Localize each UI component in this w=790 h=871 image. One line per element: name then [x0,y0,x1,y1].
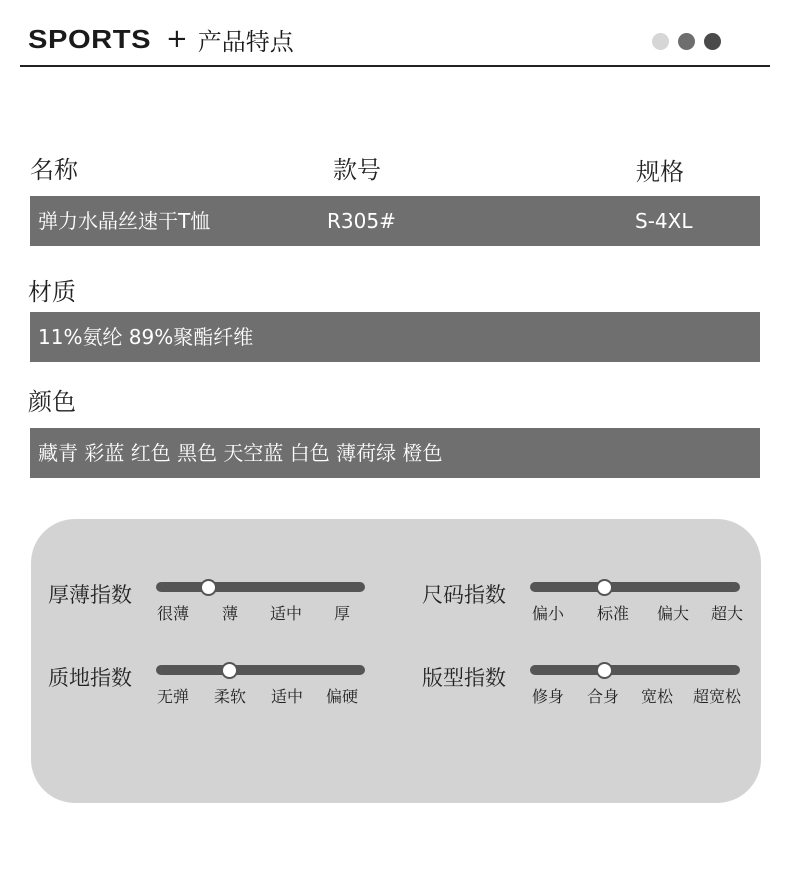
product-name: 弹力水晶丝速干T恤 [38,209,211,233]
index-tick-label: 偏硬 [325,687,359,706]
index-tick-label: 很薄 [156,604,190,623]
index-tick-label: 薄 [221,604,239,623]
index-slider-knob [596,579,613,596]
index-tick-label: 偏小 [531,604,565,623]
brand-logo: SPORTS [28,23,152,54]
product-row [30,196,760,246]
dots-indicator [652,33,721,50]
page-title: 产品特点 [197,27,294,56]
index-tick-label: 超大 [710,604,744,623]
index-tick-label: 柔软 [213,687,247,706]
index-tick-label: 合身 [586,687,620,706]
index-tick-label: 修身 [531,687,565,706]
index-title: 质地指数 [48,666,132,690]
index-tick-label: 标准 [596,604,630,623]
index-title: 版型指数 [422,666,506,690]
index-title: 厚薄指数 [48,583,132,607]
dot-icon [678,33,695,50]
header [28,22,294,56]
index-slider-knob [200,579,217,596]
index-tick-label: 无弹 [156,687,190,706]
index-tick-label: 超宽松 [692,687,742,706]
index-slider-knob [221,662,238,679]
size-label: 规格 [636,158,684,186]
material-label: 材质 [28,278,76,306]
dot-icon [704,33,721,50]
index-tick-label: 适中 [269,604,303,623]
header-divider [20,65,770,67]
index-card [31,519,761,803]
color-row [30,428,760,478]
index-tick-label: 厚 [333,604,351,623]
index-tick-label: 偏大 [656,604,690,623]
index-slider-track [530,665,740,675]
index-slider-knob [596,662,613,679]
material-row [30,312,760,362]
dot-icon [652,33,669,50]
model-label: 款号 [333,156,381,184]
color-value: 藏青 彩蓝 红色 黑色 天空蓝 白色 薄荷绿 橙色 [38,441,443,465]
plus-icon: + [166,24,188,54]
product-model: R305# [327,209,396,233]
index-slider-track [156,665,365,675]
name-label: 名称 [30,156,78,184]
index-title: 尺码指数 [422,583,506,607]
index-slider-track [530,582,740,592]
index-tick-label: 适中 [270,687,304,706]
index-tick-label: 宽松 [640,687,674,706]
color-label: 颜色 [28,388,76,416]
product-size: S-4XL [635,209,693,233]
material-value: 11%氨纶 89%聚酯纤维 [38,325,254,349]
index-slider-track [156,582,365,592]
